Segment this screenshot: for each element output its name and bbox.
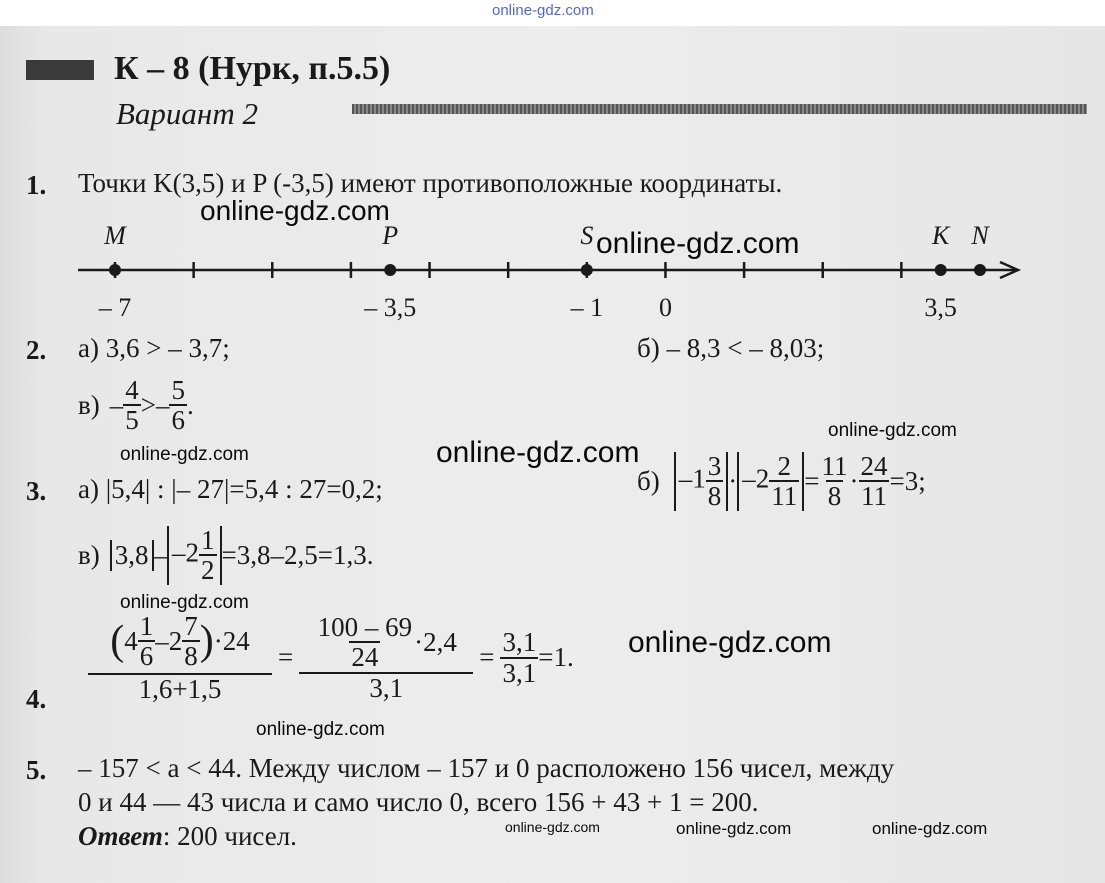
point-K (935, 264, 947, 276)
watermark: online-gdz.com (628, 626, 832, 659)
section-title: К – 8 (Нурк, п.5.5) (114, 50, 391, 87)
answer-label: Ответ (78, 821, 163, 851)
task2-b: б) – 8,3 < – 8,03; (637, 333, 825, 363)
task1-text: Точки K(3,5) и P (-3,5) имеют противоположные координаты. (78, 168, 783, 198)
task3-number: 3. (26, 476, 47, 506)
point-value-K: 3,5 (924, 293, 957, 322)
task4-number: 4. (26, 684, 47, 714)
task2-v-frac2-den: 6 (171, 405, 185, 436)
task5-number: 5. (26, 755, 47, 785)
task2-v: в) – $\frac{4}{5}$ >– $\frac{5}{6}$ . (78, 375, 194, 436)
task3-v: в) 3,8 – –2 $\frac{1}{2}$ =3,8–2,5=1,3. (78, 525, 374, 586)
watermark: online-gdz.com (200, 195, 390, 226)
point-P (384, 264, 396, 276)
watermark-top: online-gdz.com (492, 2, 594, 19)
task2-number: 2. (26, 335, 47, 365)
answer-text: : 200 чисел. (162, 821, 297, 851)
point-label-S: S (580, 226, 594, 250)
point-label-N: N (971, 226, 989, 250)
task4-result: =1. (538, 642, 574, 673)
point-label-P: P (382, 226, 399, 250)
task3-v-label: в) (78, 539, 100, 570)
point-S (581, 264, 593, 276)
task3-a: а) |5,4| : |– 27|=5,4 : 27=0,2; (78, 474, 383, 504)
point-value-P: – 3,5 (364, 293, 417, 322)
task2-a: а) 3,6 > – 3,7; (78, 333, 230, 363)
point-label-K: K (932, 226, 950, 250)
watermark: online-gdz.com (828, 420, 957, 441)
watermark: online-gdz.com (120, 444, 249, 465)
task5-line2: 0 и 44 — 43 числа и само число 0, всего 156 + 43 + 1 = 200. (78, 787, 759, 817)
task5-line1: – 157 < a < 44. Между числом – 157 и 0 расположено 156 чисел, между (78, 753, 895, 783)
point-M (109, 264, 121, 276)
variant-rule (352, 104, 1087, 114)
number-line (70, 226, 1030, 326)
watermark: online-gdz.com (676, 819, 792, 838)
watermark: online-gdz.com (436, 436, 640, 469)
variant-title: Вариант 2 (116, 96, 258, 131)
task3-v-result: =3,8–2,5=1,3. (221, 539, 374, 570)
task3-b: б) –1 $\frac{3}{8}$ · –2 $\frac{2}{11}$ = $\frac{11}{8}$ · $\frac{24}{11}$ =3; (637, 451, 926, 512)
header-bar-icon (26, 60, 94, 80)
point-label-M: M (104, 226, 126, 250)
watermark: online-gdz.com (872, 819, 988, 838)
point-N (974, 264, 986, 276)
point-value-S: – 1 (570, 293, 604, 322)
task4-expression: ( 4 $\frac{1}{6}$ –2 $\frac{7}{8}$ ) ·24 1,6+1,5 = $\frac{100 - 69}{24}$ ·2,4 3,1 = $\frac{3,1}{3,1}$ =1. (88, 612, 574, 703)
task2-v-frac2-num: 5 (171, 375, 185, 405)
axis-zero-label: 0 (658, 293, 672, 322)
task5-answer (78, 821, 297, 852)
task1-number: 1. (26, 170, 47, 200)
watermark: online-gdz.com (256, 719, 385, 740)
task2-v-frac1-den: 5 (125, 405, 139, 436)
watermark: online-gdz.com (505, 819, 600, 835)
task2-v-frac1-num: 4 (125, 375, 139, 405)
task3-b-label: б) (637, 465, 660, 496)
task2-v-label: в) (78, 389, 100, 420)
point-value-M: – 7 (98, 293, 132, 322)
watermark: online-gdz.com (596, 227, 800, 260)
task3-b-result: =3; (889, 465, 926, 496)
watermark: online-gdz.com (120, 592, 249, 613)
